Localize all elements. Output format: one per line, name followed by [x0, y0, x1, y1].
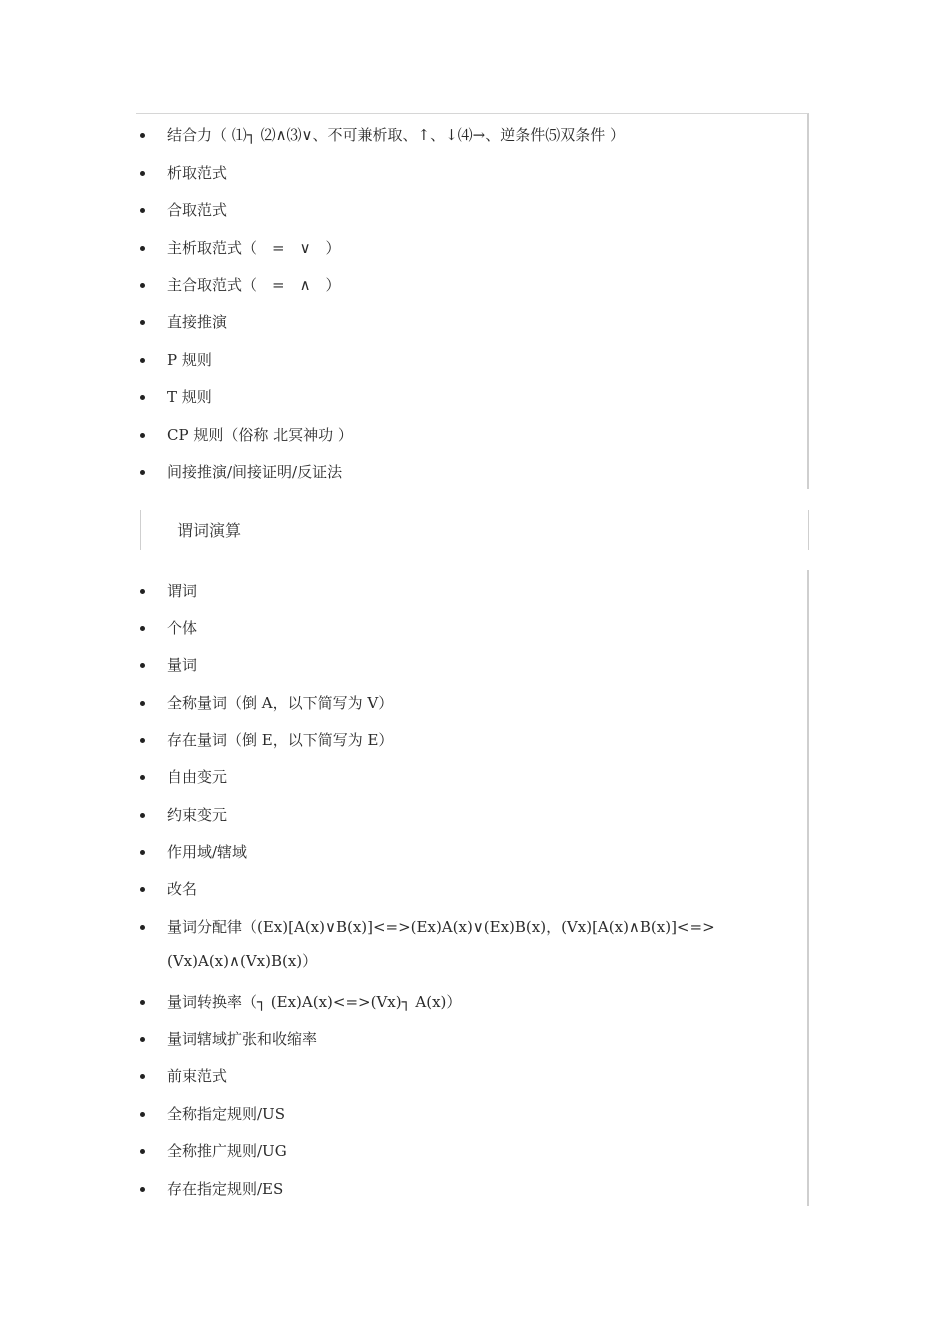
list-item-text: 存在指定规则/ES	[167, 1180, 284, 1198]
list-item-text: 主合取范式（ = ∧ ）	[167, 276, 341, 294]
bullet	[140, 1037, 145, 1042]
list-item-text: 全称量词（倒 A，以下简写为 V）	[167, 694, 394, 712]
list-item-text: 个体	[167, 619, 198, 637]
list-item-text: 约束变元	[167, 806, 228, 824]
bullet	[140, 320, 145, 325]
list-item-text: 量词辖域扩张和收缩率	[167, 1030, 318, 1048]
bullet	[140, 738, 145, 743]
bullet	[140, 433, 145, 438]
bullet	[140, 1112, 145, 1117]
list-item-text: 量词转换率（┐ (Ex)A(x)<=>(Vx)┐ A(x)）	[167, 993, 462, 1011]
propositional-logic-section	[136, 113, 809, 489]
list-item-text: 析取范式	[167, 164, 228, 182]
bullet	[140, 887, 145, 892]
bullet	[140, 133, 145, 138]
bullet	[140, 850, 145, 855]
predicate-calculus-section	[136, 570, 809, 1206]
section-heading: 谓词演算	[177, 521, 242, 540]
bullet	[140, 283, 145, 288]
list-item-text: 间接推演/间接证明/反证法	[167, 463, 343, 481]
bullet	[140, 626, 145, 631]
list-item-text: 作用域/辖域	[167, 843, 248, 861]
list-item-text: 直接推演	[167, 313, 228, 331]
bullet	[140, 208, 145, 213]
list-item-text: 全称推广规则/UG	[167, 1142, 287, 1160]
bullet	[140, 470, 145, 475]
bullet	[140, 358, 145, 363]
list-item-text: T 规则	[167, 388, 212, 406]
bullet	[140, 1187, 145, 1192]
bullet	[140, 1074, 145, 1079]
bullet	[140, 1000, 145, 1005]
bullet	[140, 925, 145, 930]
bullet	[140, 813, 145, 818]
list-item-text: 全称指定规则/US	[167, 1105, 285, 1123]
list-item-text: 改名	[167, 880, 198, 898]
list-item-text: 自由变元	[167, 768, 228, 786]
predicate-calculus-heading-box	[140, 510, 809, 550]
list-item-text: 合取范式	[167, 201, 228, 219]
bullet	[140, 775, 145, 780]
bullet	[140, 171, 145, 176]
list-item-text: 结合力（ ⑴┐ ⑵∧⑶∨、不可兼析取、↑、↓⑷→、逆条件⑸双条件 ）	[167, 126, 626, 144]
bullet	[140, 1149, 145, 1154]
bullet	[140, 246, 145, 251]
list-item-text: P 规则	[167, 351, 212, 369]
list-item-text: 存在量词（倒 E，以下简写为 E）	[167, 731, 394, 749]
list-item-text: 谓词	[167, 582, 198, 600]
list-item-text: CP 规则（俗称 北冥神功 ）	[167, 426, 353, 444]
list-item-text: 量词	[167, 656, 198, 674]
bullet	[140, 395, 145, 400]
list-item-text: 主析取范式（ = ∨ ）	[167, 239, 341, 257]
bullet	[140, 589, 145, 594]
list-item-text: 量词分配律（(Ex)[A(x)∨B(x)]<=>(Ex)A(x)∨(Ex)B(x)，(Vx)[A(x)∧B(x)]<=>(Vx)A(x)∧(Vx)B(x)）	[167, 918, 715, 970]
bullet	[140, 701, 145, 706]
bullet	[140, 663, 145, 668]
list-item-text: 前束范式	[167, 1067, 228, 1085]
